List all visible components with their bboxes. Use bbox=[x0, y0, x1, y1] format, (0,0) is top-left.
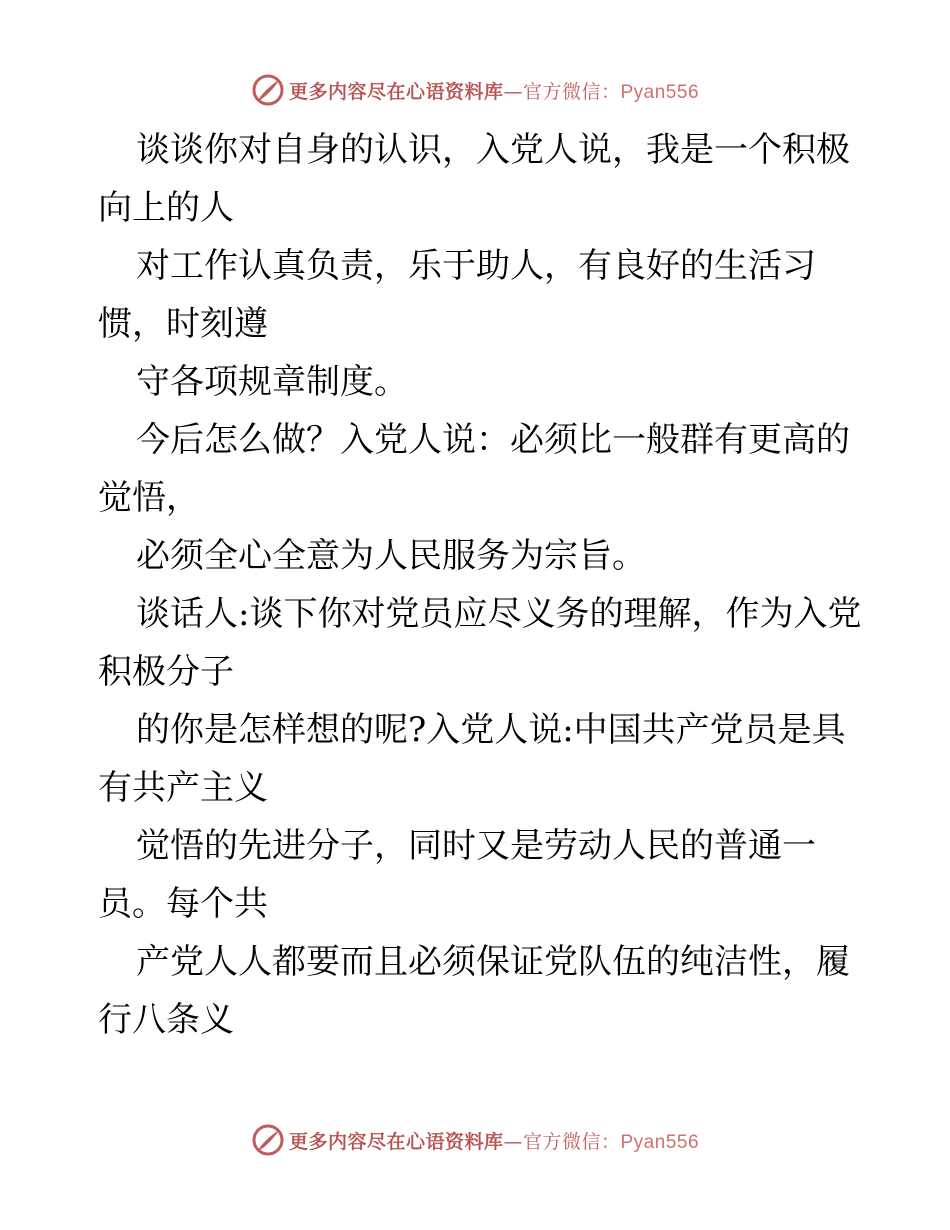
watermark-text bbox=[289, 77, 699, 104]
paragraph-7: 的你是怎样想的呢?入党人说:中国共产党员是具有共产主义 bbox=[98, 710, 846, 808]
watermark-wechat-label: 官方微信： bbox=[522, 1130, 621, 1153]
watermark-main-text: 更多内容尽在心语资料库 bbox=[288, 80, 504, 103]
watermark-wechat-id: Pyan556 bbox=[620, 1131, 700, 1153]
watermark-wechat-label: 官方微信： bbox=[522, 80, 621, 103]
watermark-main-text: 更多内容尽在心语资料库 bbox=[288, 1130, 504, 1153]
paragraph-6: 谈话人:谈下你对党员应尽义务的理解，作为入党积极分子 bbox=[98, 594, 862, 692]
quill-logo-icon bbox=[251, 1123, 285, 1157]
paragraph-5: 必须全心全意为人民服务为宗旨。 bbox=[136, 536, 646, 576]
watermark-text bbox=[289, 1127, 699, 1154]
footer-watermark bbox=[0, 1120, 950, 1160]
header-watermark bbox=[0, 70, 950, 110]
paragraph-9: 产党人人都要而且必须保证党队伍的纯洁性，履行八条义 bbox=[98, 942, 850, 1040]
paragraph-1: 谈谈你对自身的认识，入党人说，我是一个积极向上的人 bbox=[98, 130, 850, 228]
document-body bbox=[98, 121, 878, 1049]
watermark-wechat-id: Pyan556 bbox=[620, 81, 700, 103]
watermark-separator: — bbox=[503, 1130, 523, 1153]
paragraph-3: 守各项规章制度。 bbox=[136, 362, 408, 402]
quill-logo-icon bbox=[251, 73, 285, 107]
paragraph-4: 今后怎么做？入党人说：必须比一般群有更高的觉悟， bbox=[98, 420, 850, 518]
paragraph-8: 觉悟的先进分子，同时又是劳动人民的普通一员。每个共 bbox=[98, 826, 816, 924]
watermark-separator: — bbox=[503, 80, 523, 103]
paragraph-2: 对工作认真负责，乐于助人，有良好的生活习惯，时刻遵 bbox=[98, 246, 816, 344]
